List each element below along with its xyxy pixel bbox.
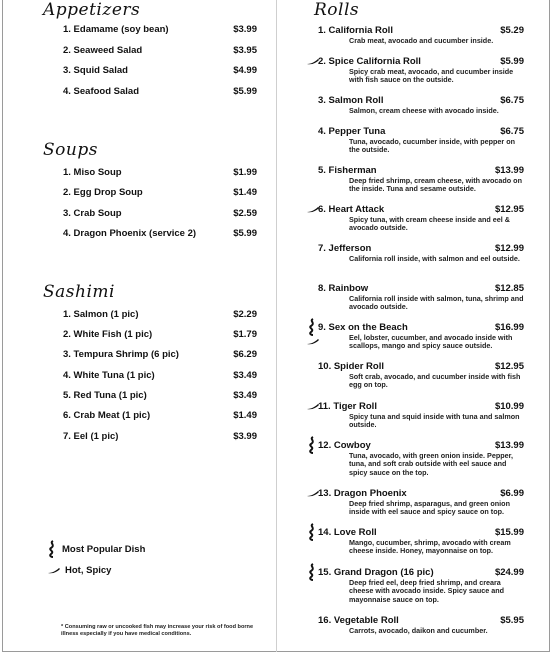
item-name: 7. Jefferson: [318, 243, 372, 254]
roll-item: [318, 243, 524, 263]
scroll-icon: [307, 563, 318, 581]
item-description: California roll inside, with salmon and eel outside.: [349, 254, 520, 263]
pepper-icon: [306, 206, 320, 213]
item-name: 5. Red Tuna (1 pic): [63, 390, 147, 401]
item-description: Mango, cucumber, shrimp, avocado with cream cheese inside. Honey, mayonnaise on top.: [349, 538, 511, 556]
item-price: $24.99: [494, 567, 524, 578]
item-name: 3. Squid Salad: [63, 65, 128, 76]
item-description: Tuna, avocado, cucumber inside, with pepper on the outside.: [349, 137, 516, 155]
pepper-icon: [306, 490, 320, 497]
roll-item: [318, 25, 524, 45]
item-description: Spicy tuna and squid inside with tuna and salmon outside.: [349, 412, 520, 430]
menu-item: [63, 390, 257, 404]
item-price: $12.99: [494, 243, 524, 254]
item-price: $5.29: [500, 25, 524, 36]
menu-item: [63, 349, 257, 363]
health-notice: * Consuming raw or uncooked fish may increase your risk of food borne illness especially if you have medical conditions.: [61, 624, 254, 637]
roll-item: [318, 361, 524, 390]
item-name: 1. Salmon (1 pic): [63, 309, 139, 320]
item-price: $16.99: [494, 322, 524, 333]
menu-item: [63, 228, 257, 242]
item-price: $2.59: [233, 208, 257, 219]
rolls-heading: Rolls: [314, 0, 360, 20]
item-price: $3.95: [233, 45, 257, 56]
menu-item: [63, 86, 257, 100]
item-description: Carrots, avocado, daikon and cucumber.: [349, 626, 488, 635]
item-name: 12. Cowboy: [318, 440, 371, 451]
menu-item: [63, 45, 257, 59]
scroll-icon: [307, 318, 318, 336]
menu-item: [63, 208, 257, 222]
item-description: Soft crab, avocado, and cucumber inside with fish egg on top.: [349, 372, 521, 390]
menu-item: [63, 24, 257, 38]
item-price: $12.95: [494, 204, 524, 215]
scroll-icon: [307, 436, 318, 454]
legend-spicy-label: Hot, Spicy: [65, 565, 112, 576]
item-price: $6.29: [233, 349, 257, 360]
menu-item: [63, 309, 257, 323]
item-name: 1. Edamame (soy bean): [63, 24, 169, 35]
item-price: $1.79: [233, 329, 257, 340]
item-price: $1.49: [233, 187, 257, 198]
item-description: California roll inside with salmon, tuna, shrimp and avocado outside.: [349, 294, 524, 312]
item-description: Eel, lobster, cucumber, and avocado inside with scallops, mango and spicy sauce outside.: [349, 333, 513, 351]
menu-item: [63, 370, 257, 384]
item-description: Deep fried eel, deep fried shrimp, and creara cheese with avocado inside. Spicy sauce and mayonnaise sauce on top.: [349, 578, 504, 604]
item-description: Deep fried shrimp, asparagus, and green onion inside with eel sauce and spicy sauce on top.: [349, 499, 510, 517]
item-name: 3. Crab Soup: [63, 208, 122, 219]
roll-item: [318, 401, 524, 430]
item-name: 1. Miso Soup: [63, 167, 122, 178]
item-price: $4.99: [233, 65, 257, 76]
item-name: 8. Rainbow: [318, 283, 369, 294]
menu-item: [63, 410, 257, 424]
item-name: 4. Seafood Salad: [63, 86, 140, 97]
item-price: $10.99: [494, 401, 524, 412]
pepper-icon: [306, 403, 320, 410]
roll-item: [318, 95, 524, 115]
item-price: $5.99: [233, 86, 257, 97]
item-price: $6.75: [500, 95, 524, 106]
item-price: $13.99: [494, 165, 524, 176]
item-price: $3.99: [233, 24, 257, 35]
item-name: 7. Eel (1 pic): [63, 431, 119, 442]
item-name: 16. Vegetable Roll: [318, 615, 399, 626]
item-name: 2. Seaweed Salad: [63, 45, 143, 56]
item-price: $5.95: [500, 615, 524, 626]
item-name: 15. Grand Dragon (16 pic): [318, 567, 434, 578]
item-name: 5. Fisherman: [318, 165, 377, 176]
roll-item: [318, 527, 524, 556]
menu-item: [63, 431, 257, 445]
item-name: 9. Sex on the Beach: [318, 322, 408, 333]
item-price: $3.49: [233, 370, 257, 381]
soups-heading: Soups: [43, 140, 98, 160]
item-name: 2. Egg Drop Soup: [63, 187, 143, 198]
item-price: $13.99: [494, 440, 524, 451]
item-description: Salmon, cream cheese with avocado inside.: [349, 106, 499, 115]
menu-item: [63, 65, 257, 79]
item-name: 11. Tiger Roll: [318, 401, 377, 412]
roll-item: [318, 204, 524, 233]
roll-item: [318, 283, 524, 312]
item-price: $2.29: [233, 309, 257, 320]
menu-item: [63, 167, 257, 181]
item-price: $1.49: [233, 410, 257, 421]
legend-popular-label: Most Popular Dish: [62, 543, 146, 555]
item-price: $5.99: [500, 56, 524, 67]
item-price: $3.99: [233, 431, 257, 442]
scroll-icon: [47, 540, 58, 558]
item-name: 10. Spider Roll: [318, 361, 384, 372]
item-description: Deep fried shrimp, cream cheese, with avocado on the inside. Tuna and sesame outside.: [349, 176, 522, 194]
legend-popular: [47, 540, 145, 558]
pepper-icon: [306, 58, 320, 65]
roll-item: [318, 440, 524, 477]
item-name: 2. White Fish (1 pic): [63, 329, 153, 340]
pepper-icon: [306, 338, 320, 345]
item-price: $12.85: [494, 283, 524, 294]
item-name: 13. Dragon Phoenix: [318, 488, 407, 499]
item-description: Spicy crab meat, avocado, and cucumber inside with fish sauce on the outside.: [349, 67, 514, 85]
legend-spicy: [47, 565, 111, 576]
sashimi-heading: Sashimi: [43, 282, 115, 302]
item-description: Spicy tuna, with cream cheese inside and eel & avocado outside.: [349, 215, 510, 233]
item-name: 6. Crab Meat (1 pic): [63, 410, 151, 421]
appetizers-heading: Appetizers: [43, 0, 141, 20]
item-description: Tuna, avocado, with green onion inside. Pepper, tuna, and soft crab outside with eel sauce and spicy sauce on the top.: [349, 451, 514, 477]
roll-item: [318, 126, 524, 155]
item-name: 1. California Roll: [318, 25, 393, 36]
item-price: $15.99: [494, 527, 524, 538]
item-price: $5.99: [233, 228, 257, 239]
item-name: 3. Salmon Roll: [318, 95, 384, 106]
roll-item: [318, 322, 524, 351]
item-name: 2. Spice California Roll: [318, 56, 421, 67]
scroll-icon: [307, 523, 318, 541]
roll-item: [318, 488, 524, 517]
item-name: 14. Love Roll: [318, 527, 377, 538]
item-price: $12.95: [494, 361, 524, 372]
menu-page: [2, 0, 550, 652]
item-name: 4. Pepper Tuna: [318, 126, 386, 137]
item-name: 6. Heart Attack: [318, 204, 385, 215]
roll-item: [318, 567, 524, 604]
column-divider: [276, 0, 277, 652]
roll-item: [318, 56, 524, 85]
item-price: $1.99: [233, 167, 257, 178]
item-price: $6.99: [500, 488, 524, 499]
item-name: 3. Tempura Shrimp (6 pic): [63, 349, 179, 360]
roll-item: [318, 615, 524, 635]
roll-item: [318, 165, 524, 194]
menu-item: [63, 329, 257, 343]
item-name: 4. Dragon Phoenix (service 2): [63, 228, 197, 239]
item-price: $6.75: [500, 126, 524, 137]
menu-item: [63, 187, 257, 201]
item-name: 4. White Tuna (1 pic): [63, 370, 155, 381]
pepper-icon: [47, 567, 61, 574]
item-price: $3.49: [233, 390, 257, 401]
item-description: Crab meat, avocado and cucumber inside.: [349, 36, 494, 45]
